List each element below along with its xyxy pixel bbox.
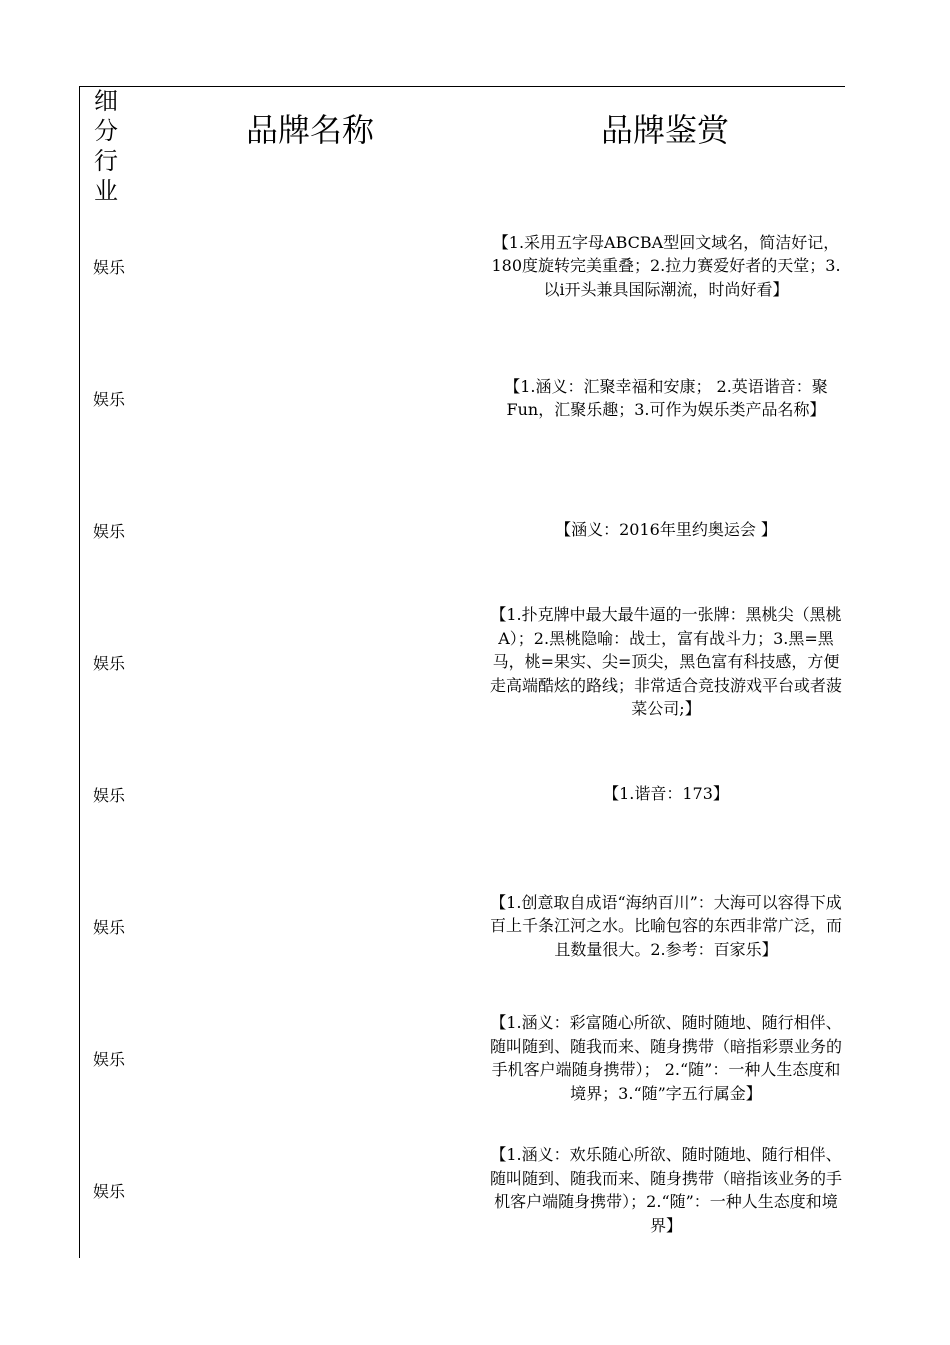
row-review xyxy=(485,200,847,332)
header-subcategory-char: 细 xyxy=(94,87,118,115)
table-row xyxy=(80,992,845,1124)
row-brand-name xyxy=(180,860,440,992)
table-row xyxy=(80,332,845,464)
header-subcategory xyxy=(94,86,124,206)
table-row xyxy=(80,1124,845,1256)
row-review-text: 【1.涵义：欢乐随心所欲、随时随地、随行相伴、随叫随到、随我而来、随身携带（暗指该业务的手机客户端随身携带）；2.“随”：一种人生态度和境界】 xyxy=(489,1145,842,1235)
row-category: 娱乐 xyxy=(93,389,126,409)
table-row xyxy=(80,860,845,992)
row-category: 娱乐 xyxy=(93,1049,126,1069)
row-category: 娱乐 xyxy=(93,521,126,541)
row-review-text: 【1.涵义：汇聚幸福和安康； 2.英语谐音：聚Fun，汇聚乐趣；3.可作为娱乐类产品名称】 xyxy=(504,376,828,419)
table-row xyxy=(80,464,845,596)
row-review-text: 【1.采用五字母ABCBA型回文域名，简洁好记，180度旋转完美重叠；2.拉力赛爱好者的天堂；3.以i开头兼具国际潮流，时尚好看】 xyxy=(491,232,841,299)
row-category: 娱乐 xyxy=(93,785,126,805)
row-review-text: 【1.谐音：173】 xyxy=(603,784,729,804)
row-brand-name xyxy=(180,992,440,1124)
row-review xyxy=(485,1124,847,1256)
row-review-text: 【1.扑克牌中最大最牛逼的一张牌：黑桃尖（黑桃A）；2.黑桃隐喻：战士，富有战斗力；3.黑=黑马，桃=果实、尖=顶尖，黑色富有科技感，方便走高端酷炫的路线；非常适合竞技游戏平台或者菠菜公司;】 xyxy=(489,605,842,719)
row-brand-name xyxy=(180,728,440,860)
row-category: 娱乐 xyxy=(93,917,126,937)
table-top-border xyxy=(79,86,845,87)
row-review-text: 【1.创意取自成语“海纳百川”：大海可以容得下成百上千条江河之水。比喻包容的东西非常广泛，而且数量很大。2.参考：百家乐】 xyxy=(489,892,842,959)
row-review xyxy=(485,332,847,464)
row-category: 娱乐 xyxy=(93,257,126,277)
row-brand-name xyxy=(180,464,440,596)
row-review xyxy=(485,728,847,860)
table-row xyxy=(80,596,845,728)
row-brand-name xyxy=(180,200,440,332)
row-brand-name xyxy=(180,596,440,728)
header-brand-review: 品牌鉴赏 xyxy=(600,111,729,149)
row-review-text: 【1.涵义：彩富随心所欲、随时随地、随行相伴、随叫随到、随我而来、随身携带（暗指彩票业务的手机客户端随身携带）； 2.“随”：一种人生态度和境界；3.“随”字五行属金】 xyxy=(489,1013,842,1103)
row-category: 娱乐 xyxy=(93,653,126,673)
row-category: 娱乐 xyxy=(93,1181,126,1201)
row-review xyxy=(485,596,847,728)
table-row xyxy=(80,728,845,860)
table-row xyxy=(80,200,845,332)
row-review xyxy=(485,860,847,992)
row-review-text: 【涵义：2016年里约奥运会 】 xyxy=(555,520,777,540)
row-brand-name xyxy=(180,1124,440,1256)
header-subcategory-char: 分 xyxy=(94,117,118,145)
row-review xyxy=(485,992,847,1124)
row-review xyxy=(485,464,847,596)
header-subcategory-char: 行 xyxy=(94,147,118,175)
header-subcategory-char: 业 xyxy=(94,177,118,205)
row-brand-name xyxy=(180,332,440,464)
header-brand-name: 品牌名称 xyxy=(245,111,374,149)
